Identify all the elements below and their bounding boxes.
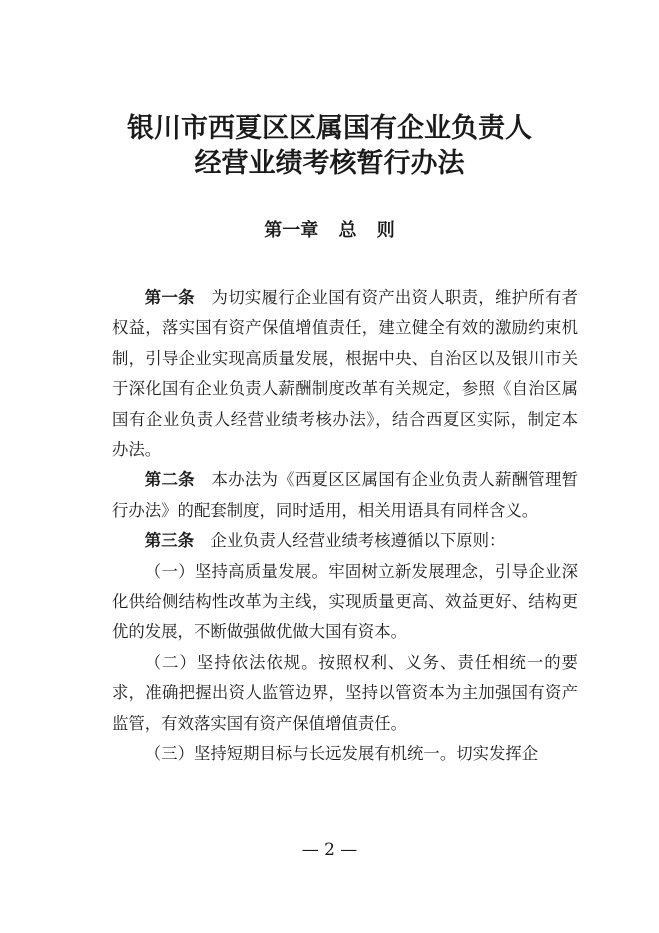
document-title-line-1: 银川市西夏区区属国有企业负责人 [127,113,532,144]
article-text: 本办法为《西夏区区属国有企业负责人薪酬管理暂行办法》的配套制度，同时适用，相关用语具有同样含义。 [112,470,579,520]
page-number: — 2 — [301,840,358,860]
article-label: 第二条 [144,470,195,490]
document-body [112,283,578,770]
document-title-line-2: 经营业绩考核暂行办法 [194,148,465,179]
article-2 [112,465,578,526]
article-label: 第一条 [144,288,195,307]
chapter-heading: 第一章 总 则 [264,220,395,241]
principle-item: （二）坚持依法依规。按照权利、义务、责任相统一的要求，准确把握出资人监管边界，坚持以管资本为主加强国有资产监管，有效落实国有资产保值增值责任。 [112,652,578,733]
article-text: 企业负责人经营业绩考核遵循以下原则： [210,531,506,551]
article-text: 为切实履行企业国有资产出资人职责，维护所有者权益，落实国有资产保值增值责任，建立健全有效的激励约束机制，引导企业实现高质量发展，根据中央、自治区以及银川市关于深化国有企业负责人薪酬制度改革有关规定，参照《自治区属国有企业负责人经营业绩考核办法》，结合西夏区实际，制定本办法。 [112,288,579,460]
article-3 [112,526,578,556]
principle-item: （一）坚持高质量发展。牢固树立新发展理念，引导企业深化供给侧结构性改革为主线，实现质量更高、效益更好、结构更优的发展，不断做强做优做大国有资本。 [112,561,578,642]
article-1 [112,283,578,465]
article-label: 第三条 [144,531,194,551]
principle-item: （三）坚持短期目标与长远发展有机统一。切实发挥企 [144,744,539,764]
